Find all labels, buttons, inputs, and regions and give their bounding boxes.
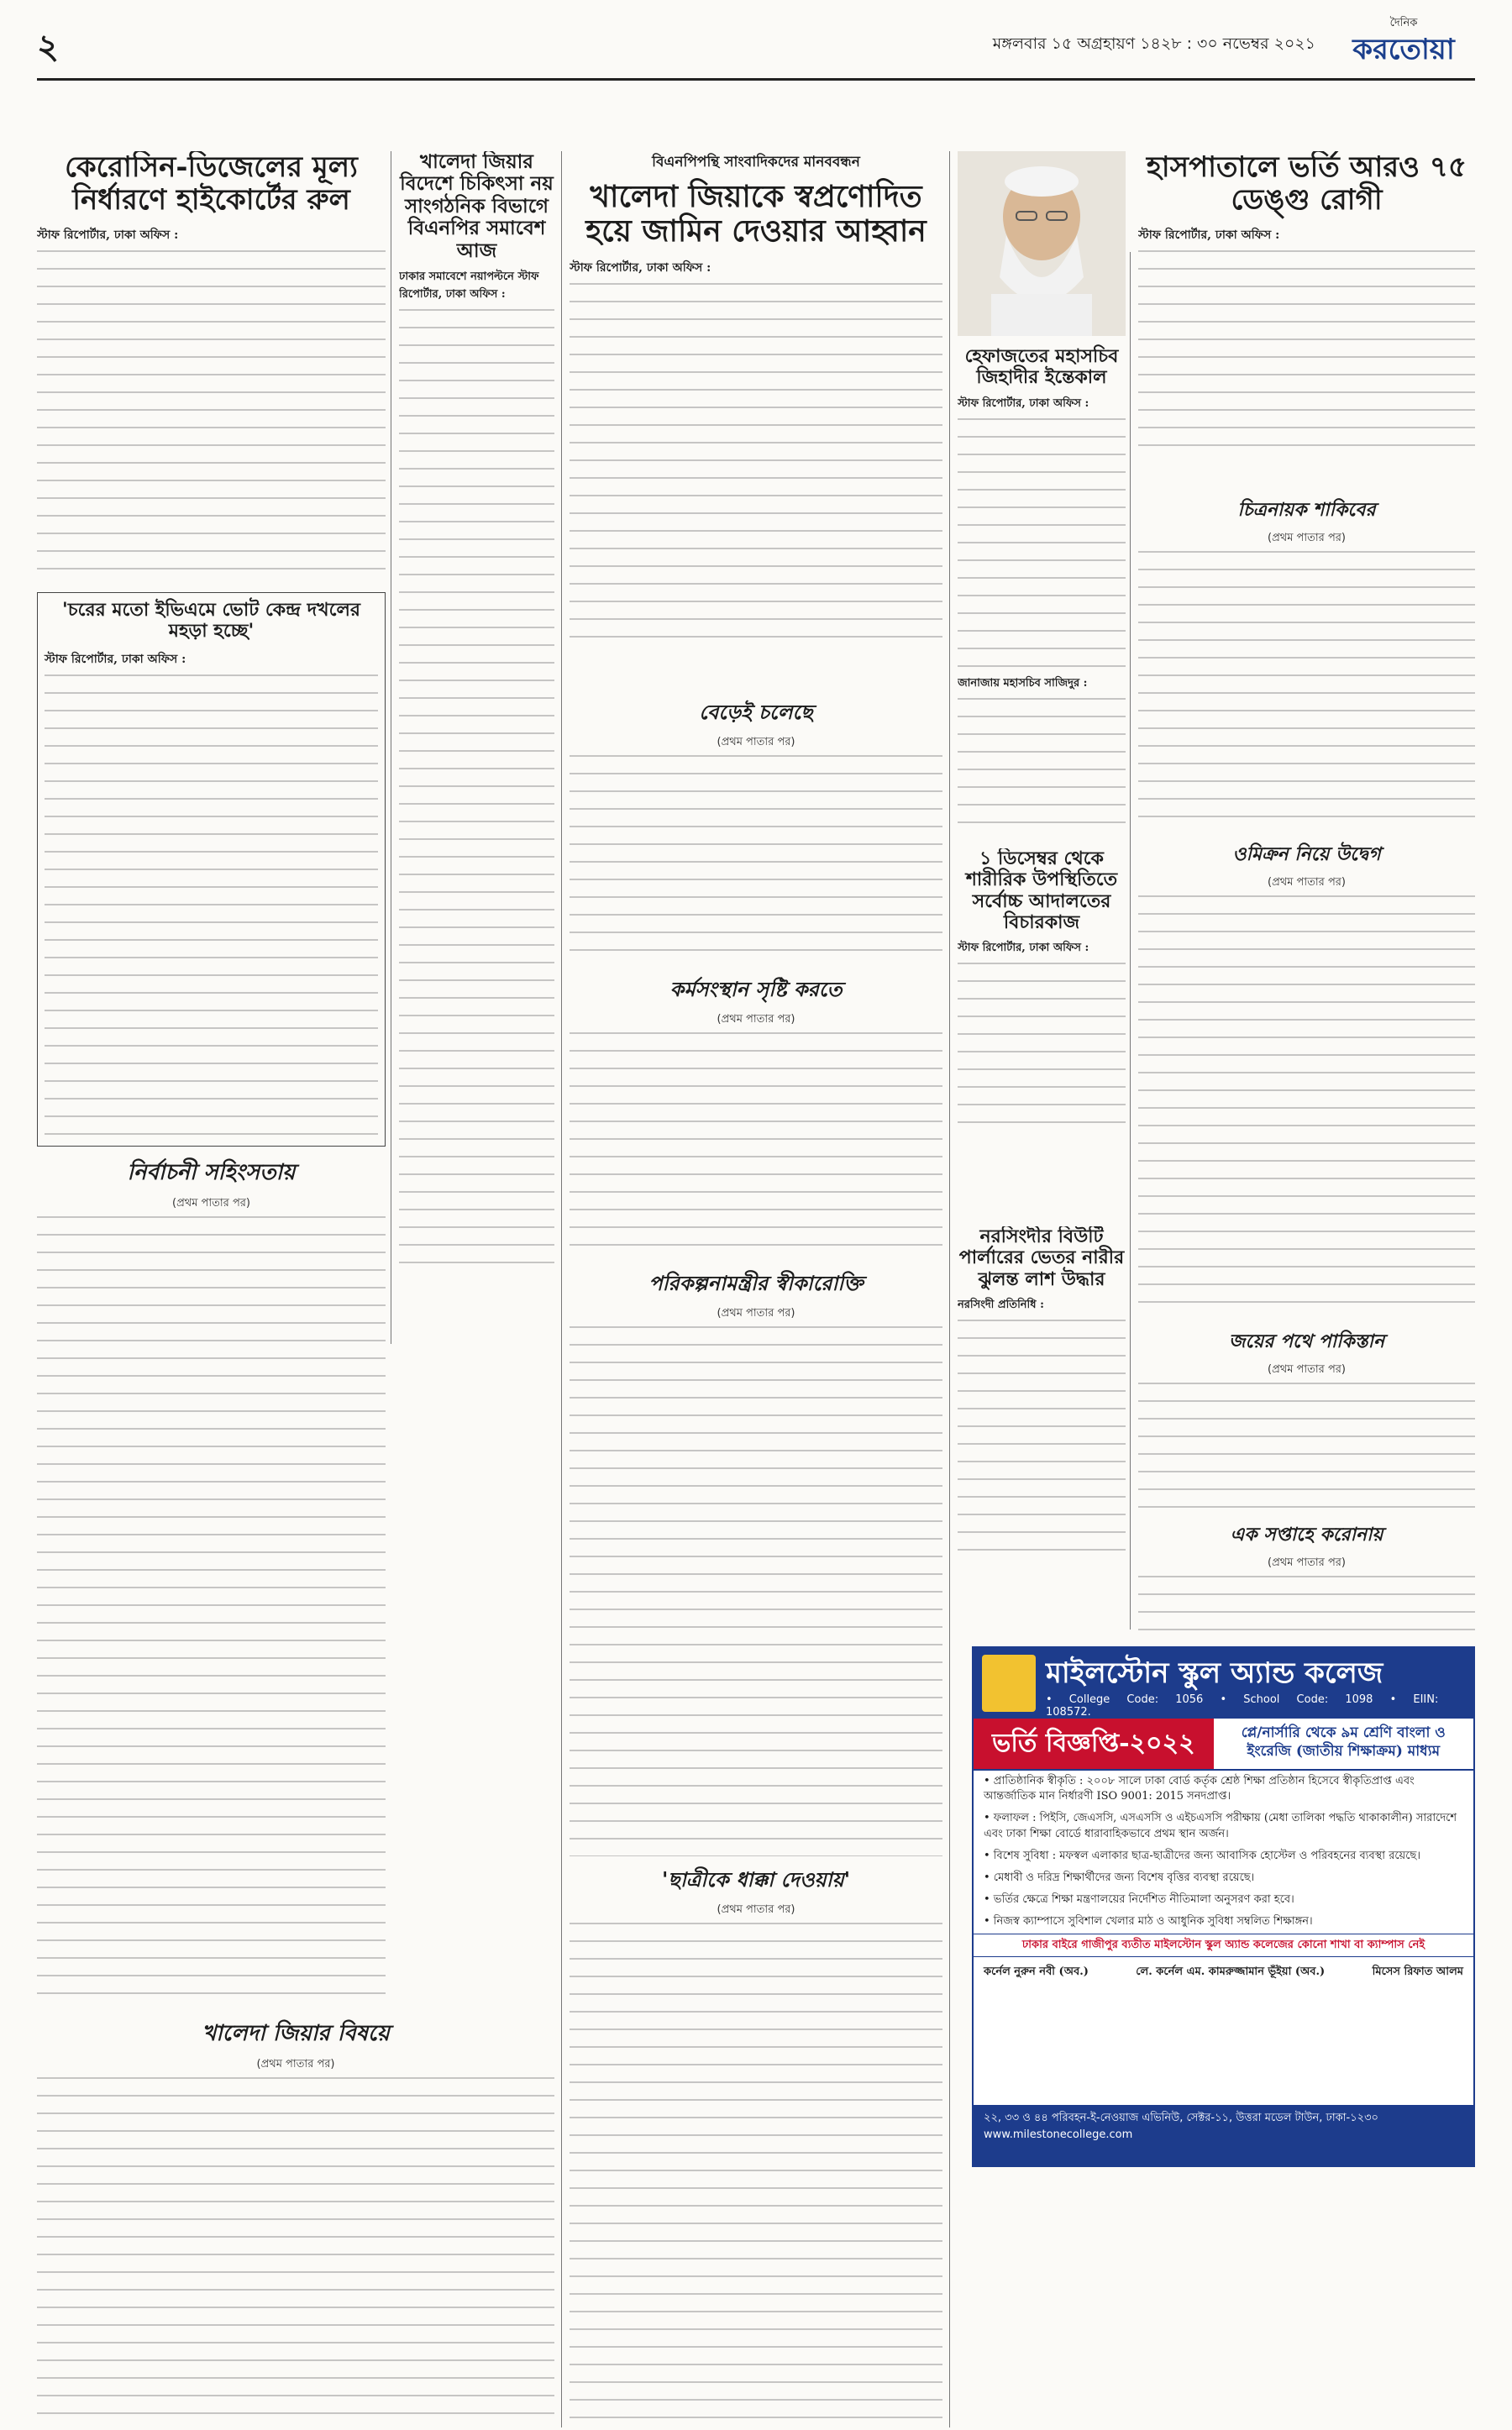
signatories [974, 1957, 1473, 1988]
portrait-photo [958, 151, 1126, 336]
continued-label: (প্রথম পাতার পর) [1268, 1556, 1346, 1569]
subsection-label: জানাজায় মহাসচিব সাজিদুর : [958, 676, 1088, 690]
advertisement-milestone[interactable] [972, 1646, 1475, 2167]
signatory: মিসেস রিফাত আলম [1372, 1965, 1463, 1978]
masthead-small: দৈনিক [1389, 17, 1418, 29]
ad-admission-band [974, 1719, 1473, 1771]
headline: জয়ের পথে পাকিস্তান [1228, 1330, 1385, 1352]
article-dengue [1138, 151, 1475, 487]
article-body [958, 418, 1126, 670]
ad-items-list [974, 1771, 1473, 1934]
article-body [570, 283, 942, 653]
article-khaleda-bail [570, 151, 942, 689]
admission-label: ভর্তি বিজ্ঞপ্তি-২০২২ [974, 1719, 1214, 1769]
article-body [958, 1320, 1126, 1563]
school-logo-icon [982, 1655, 1036, 1712]
ad-item: • মেধাবী ও দরিদ্র শিক্ষার্থীদের জন্য বিশেষ বৃত্তির ব্যবস্থা রয়েছে। [984, 1871, 1255, 1884]
column-rule [1130, 252, 1131, 1630]
ad-item: • প্রাতিষ্ঠানিক স্বীকৃতি : ২০০৮ সালে ঢাকা বোর্ড কর্তৃক শ্রেষ্ঠ শিক্ষা প্রতিষ্ঠান হিসেবে স্বীকৃতিপ্রাপ্ত এবং আন্তর্জাতিক মান নির্ধারণী ISO 9001: 2015 সনদপ্রাপ্ত। [984, 1775, 1415, 1803]
article-narsingdi [958, 1226, 1126, 1638]
masthead-title: করতোয়া [1352, 33, 1455, 66]
article-body [570, 755, 942, 966]
article-body [1138, 1383, 1475, 1512]
article-pakistan [1138, 1327, 1475, 1512]
headline: ওমিক্রন নিয়ে উদ্বেগ [1232, 843, 1381, 865]
headline: বেড়েই চলেছে [699, 700, 813, 724]
headline: চিত্রনায়ক শাকিবের [1237, 499, 1376, 521]
headline: হাসপাতালে ভর্তি আরও ৭৫ ডেঙ্গু রোগী [1146, 151, 1467, 218]
masthead-logo [1332, 15, 1475, 71]
article-body [45, 674, 378, 1147]
column-rule [561, 151, 562, 2427]
school-code: • School Code: 1098 [1220, 1693, 1373, 1706]
ad-notice: ঢাকার বাইরে গাজীপুর ব্যতীত মাইলস্টোন স্কুল অ্যান্ড কলেজের কোনো শাখা বা ক্যাম্পাস নেই [974, 1934, 1473, 1957]
ad-header [974, 1648, 1473, 1719]
article-corona [1138, 1520, 1475, 1638]
article-body [1138, 551, 1475, 832]
continued-label: (প্রথম পাতার পর) [172, 1197, 250, 1210]
continued-label: (প্রথম পাতার পর) [1268, 1363, 1346, 1376]
ad-website[interactable]: www.milestonecollege.com [984, 2128, 1133, 2141]
ad-item: • নিজস্ব ক্যাম্পাসে সুবিশাল খেলার মাঠ ও আধুনিক সুবিধা সম্বলিত শিক্ষাঙ্গন। [984, 1915, 1313, 1929]
byline: ঢাকার সমাবেশে নয়াপল্টনে স্টাফ রিপোর্টার, ঢাকা অফিস : [399, 270, 539, 302]
byline: স্টাফ রিপোর্টার, ঢাকা অফিস : [570, 260, 711, 275]
page-header [37, 15, 1475, 81]
article-evm [37, 592, 386, 1147]
article-body [570, 1326, 942, 1856]
article-body [37, 250, 386, 578]
article-khaleda-issue [37, 2016, 554, 2427]
signatory: কর্নেল নুরুন নবী (অব.) [984, 1965, 1089, 1978]
byline: স্টাফ রিপোর্টার, ঢাকা অফিস : [45, 652, 186, 666]
ad-item: • ভর্তির ক্ষেত্রে শিক্ষা মন্ত্রণালয়ের নির্দেশিত নীতিমালা অনুসরণ করা হবে। [984, 1893, 1294, 1907]
ad-item: • বিশেষ সুবিধা : মফস্বল এলাকার ছাত্র-ছাত্রীদের জন্য আবাসিক হোস্টেল ও পরিবহনের ব্যবস্থা রয়েছে। [984, 1849, 1420, 1862]
ad-codes [1046, 1693, 1473, 1719]
headline: 'চরের মতো ইভিএমে ভোট কেন্দ্র দখলের মহড়া হচ্ছে' [62, 599, 360, 643]
article-body [37, 1216, 386, 2003]
article-begum [570, 697, 942, 966]
continued-label: (প্রথম পাতার পর) [717, 1013, 795, 1026]
continued-label: (প্রথম পাতার পর) [717, 1307, 795, 1320]
article-body [570, 1032, 942, 1260]
headline: কর্মসংস্থান সৃষ্টি করতে [669, 977, 843, 1001]
continued-label: (প্রথম পাতার পর) [717, 736, 795, 748]
article-body [399, 309, 554, 1275]
headline: পরিকল্পনামন্ত্রীর স্বীকারোক্তি [648, 1271, 864, 1295]
article-body [37, 2077, 554, 2427]
byline: স্টাফ রিপোর্টার, ঢাকা অফিস : [37, 228, 179, 243]
article-court [958, 848, 1126, 1218]
classes-label: প্লে/নার্সারি থেকে ৯ম শ্রেণি বাংলা ও ইংরেজি (জাতীয় শিক্ষাক্রম) মাধ্যম [1241, 1724, 1446, 1761]
page-number: ২ [37, 27, 60, 66]
ad-item: • ফলাফল : পিইসি, জেএসসি, এসএসসি ও এইচএসসি পরীক্ষায় (মেধা তালিকা পদ্ধতি থাকাকালীন) সারাদেশে এবং ঢাকা শিক্ষা বোর্ডে ধারাবাহিকভাবে প্রথম স্থান অর্জন। [984, 1812, 1457, 1840]
column-rule [949, 151, 950, 2427]
dateline: মঙ্গলবার ১৫ অগ্রহায়ণ ১৪২৮ : ৩০ নভেম্বর ২০২১ [992, 34, 1315, 53]
byline: স্টাফ রিপোর্টার, ঢাকা অফিস : [958, 942, 1089, 955]
ad-title: মাইলস্টোন স্কুল অ্যান্ড কলেজ [1046, 1656, 1383, 1690]
kicker: বিএনপিপন্থি সাংবাদিকদের মানববন্ধন [652, 154, 860, 171]
headline: ১ ডিসেম্বর থেকে শারীরিক উপস্থিতিতে সর্বোচ্চ আদালতের বিচারকাজ [965, 848, 1118, 933]
ad-footer [974, 2105, 1473, 2165]
article-parikalpana [570, 1268, 942, 1856]
article-kerosene [37, 151, 386, 588]
article-karmasangsthan [570, 974, 942, 1260]
article-body [1138, 1576, 1475, 1638]
continued-label: (প্রথম পাতার পর) [717, 1903, 795, 1916]
continued-label: (প্রথম পাতার পর) [1268, 876, 1346, 889]
headline: নরসিংদীর বিউটি পার্লারের ভেতর নারীর ঝুলন্ত লাশ উদ্ধার [958, 1226, 1125, 1290]
continued-label: (প্রথম পাতার পর) [256, 2058, 335, 2070]
byline: স্টাফ রিপোর্টার, ঢাকা অফিস : [1138, 228, 1280, 243]
article-omicron [1138, 840, 1475, 1319]
headline: এক সপ্তাহে করোনায় [1230, 1524, 1383, 1546]
article-body [1138, 250, 1475, 460]
headline: খালেদা জিয়াকে স্বপ্রণোদিত হয়ে জামিন দেওয়ার আহ্বান [585, 179, 927, 249]
college-code: • College Code: 1056 [1046, 1693, 1204, 1706]
headline: কেরোসিন-ডিজেলের মূল্য নির্ধারণে হাইকোর্টের রুল [65, 151, 358, 218]
eiin-code: • EIIN: 108572. [1046, 1693, 1439, 1719]
headline: খালেদা জিয়ার বিদেশে চিকিৎসা নয় সাংগঠনিক বিভাগে বিএনপির সমাবেশ আজ [400, 151, 554, 262]
headline: হেফাজতের মহাসচিব জিহাদীর ইন্তেকাল [964, 345, 1119, 389]
byline: স্টাফ রিপোর্টার, ঢাকা অফিস : [958, 396, 1089, 410]
signatory: লে. কর্নেল এম. কামরুজ্জামান ভূঁইয়া (অব.) [1136, 1965, 1326, 1978]
ad-address: ২২, ৩৩ ও ৪৪ পরিবহন-ই-নেওয়াজ এভিনিউ, সেক্টর-১১, উত্তরা মডেল টাউন, ঢাকা-১২৩০ [984, 2112, 1378, 2124]
article-shakib [1138, 496, 1475, 832]
byline: নরসিংদী প্রতিনিধি : [958, 1298, 1044, 1311]
article-body [570, 1923, 942, 2427]
article-body [958, 698, 1126, 824]
headline: নির্বাচনী সহিংসতায় [127, 1160, 296, 1185]
article-body [1138, 895, 1475, 1319]
article-bnp-rally [399, 151, 554, 1344]
article-body [958, 963, 1126, 1139]
headline: 'ছাত্রীকে ধাক্কা দেওয়ায়' [661, 1867, 851, 1892]
headline: খালেদা জিয়ার বিষয়ে [202, 2021, 390, 2046]
article-violence [37, 1155, 386, 2003]
article-hefazat [958, 151, 1126, 840]
article-student-push [570, 1865, 942, 2427]
continued-label: (প্রথম পাতার পর) [1268, 532, 1346, 544]
